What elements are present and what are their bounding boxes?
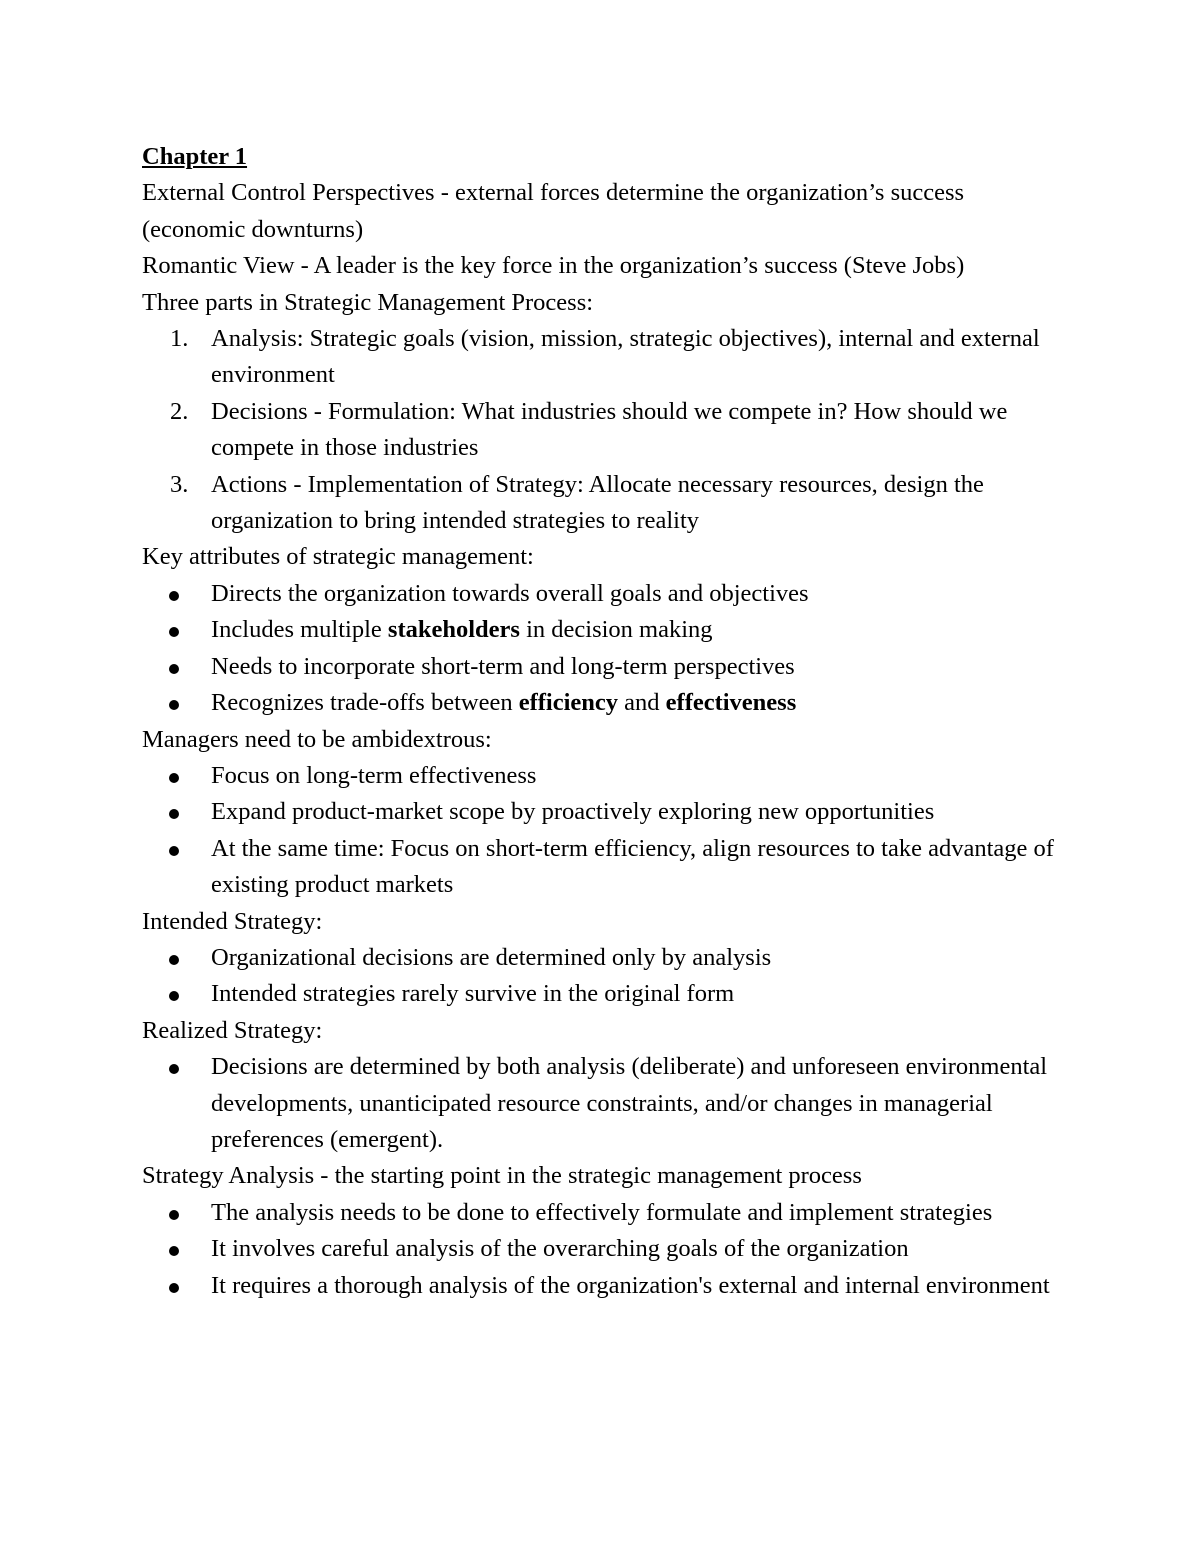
paragraph-external-control: External Control Perspectives - external forces determine the organization’s success (economic downturns) [142,179,965,243]
bold-term: stakeholders [387,616,520,644]
list-number: 2. [170,397,189,425]
list-item-text: Needs to incorporate short-term and long-term perspectives [211,652,795,680]
text-run: Includes multiple [211,616,388,644]
list-item [142,1049,1062,1158]
bold-term: effectiveness [665,689,797,717]
numbered-list-process [142,321,1062,539]
heading-strategy-analysis: Strategy Analysis - the starting point in the strategic management process [142,1162,862,1190]
bullet-icon [169,627,179,637]
bullet-list-analysis [142,1195,1062,1304]
text-run: Recognizes trade-offs between [211,689,519,717]
heading-process: Three parts in Strategic Management Process: [142,288,594,316]
bullet-list-ambidextrous [142,758,1062,904]
list-item-text: It involves careful analysis of the overarching goals of the organization [211,1235,909,1263]
list-item-text: Directs the organization towards overall goals and objectives [211,579,809,607]
list-item [142,976,1062,1012]
bullet-list-attributes [142,576,1062,722]
list-item [142,321,1062,394]
list-item [142,831,1062,904]
list-item-text: Expand product-market scope by proactively exploring new opportunities [211,798,935,826]
list-item-text: Intended strategies rarely survive in the original form [211,980,735,1008]
heading-realized-strategy: Realized Strategy: [142,1016,323,1044]
list-item-text: At the same time: Focus on short-term efficiency, align resources to take advantage of existing product markets [211,834,1054,899]
bullet-icon [169,1246,179,1256]
bullet-icon [169,991,179,1001]
list-item [142,394,1062,467]
bullet-icon [169,700,179,710]
chapter-title: Chapter 1 [142,143,248,170]
bullet-icon [169,1283,179,1293]
list-number: 1. [170,325,189,353]
list-item-text: Actions - Implementation of Strategy: Allocate necessary resources, design the organization to bring intended strategies to reality [211,470,984,535]
list-item [142,467,1062,540]
list-item-text: Focus on long-term effectiveness [211,761,537,789]
list-item [142,758,1062,794]
list-item [142,1268,1062,1304]
list-item [142,794,1062,830]
list-item [142,576,1062,612]
list-item-text: The analysis needs to be done to effectively formulate and implement strategies [211,1198,993,1226]
list-item [142,649,1062,685]
list-item-text [211,689,796,716]
text-run: and [618,689,666,717]
bullet-icon [169,809,179,819]
heading-ambidextrous: Managers need to be ambidextrous: [142,725,492,753]
list-item [142,612,1062,648]
text-run: in decision making [519,616,713,644]
list-item-text: Decisions are determined by both analysis (deliberate) and unforeseen environmental developments, unanticipated resource constraints, and/or changes in managerial preferences (emergent). [211,1053,1048,1153]
list-item-text: Decisions - Formulation: What industries should we compete in? How should we compete in those industries [211,397,1008,462]
bullet-icon [169,664,179,674]
paragraph-romantic-view: Romantic View - A leader is the key force in the organization’s success (Steve Jobs) [142,252,965,280]
document-page [142,139,1062,1304]
bold-term: efficiency [518,689,619,717]
bullet-icon [169,955,179,965]
bullet-list-intended [142,940,1062,1013]
list-item [142,940,1062,976]
bullet-list-realized [142,1049,1062,1158]
list-item-text: Analysis: Strategic goals (vision, mission, strategic objectives), internal and external environment [211,325,1040,389]
bullet-icon [169,773,179,783]
heading-key-attributes: Key attributes of strategic management: [142,543,534,571]
bullet-icon [169,846,179,856]
list-item-text [211,616,713,643]
bullet-icon [169,1210,179,1220]
list-item [142,685,1062,721]
list-item-text: Organizational decisions are determined only by analysis [211,943,772,971]
list-item-text: It requires a thorough analysis of the organization's external and internal environment [211,1271,1050,1299]
list-item [142,1231,1062,1267]
bullet-icon [169,591,179,601]
heading-intended-strategy: Intended Strategy: [142,907,323,935]
list-item [142,1195,1062,1231]
bullet-icon [169,1064,179,1074]
list-number: 3. [170,470,189,498]
